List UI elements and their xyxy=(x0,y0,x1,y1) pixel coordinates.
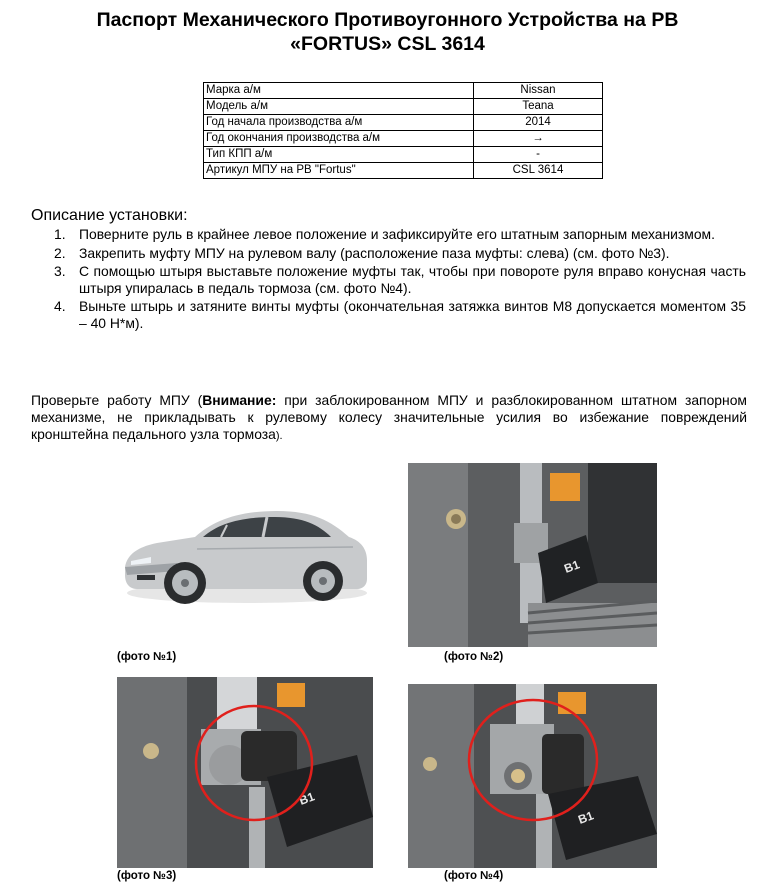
installation-heading: Описание установки: xyxy=(31,207,188,224)
check-text-post: при заблокированном МПУ и разблокированном штатном запорном механизме, не прикладывать к рулевому колесу значительные усилия во избежание повреждений кронштейна педального узла тормоза xyxy=(31,392,747,442)
warning-label: Внимание: xyxy=(202,392,277,408)
part-label-b1: B1 xyxy=(562,557,582,576)
photo-3-caption: (фото №3) xyxy=(117,870,177,882)
list-item xyxy=(54,263,746,296)
spec-label: Год окончания производства а/м xyxy=(204,131,474,147)
title-line-1: Паспорт Механического Противоугонного Устройства на РВ xyxy=(96,9,679,31)
spec-label: Год начала производства а/м xyxy=(204,115,474,131)
list-item xyxy=(54,245,746,262)
check-text-end: ). xyxy=(275,430,283,442)
table-row xyxy=(204,147,603,163)
photo-1-caption: (фото №1) xyxy=(117,651,177,663)
step-number: 4. xyxy=(54,298,66,314)
step-text: Выньте штырь и затяните винты муфты (окончательная затяжка винтов М8 допускается моментом 35 – 40 Н*м). xyxy=(79,298,746,331)
step-number: 2. xyxy=(54,244,66,261)
shaft-image xyxy=(408,463,657,647)
part-label-b1: B1 xyxy=(297,789,317,808)
spec-table xyxy=(203,82,603,179)
step-number: 3. xyxy=(54,263,66,279)
spec-label: Артикул МПУ на РВ "Fortus" xyxy=(204,163,474,179)
spec-value: 2014 xyxy=(474,115,603,131)
photo-3-clamp xyxy=(117,677,373,868)
spec-value: CSL 3614 xyxy=(474,163,603,179)
photo-2-caption: (фото №2) xyxy=(444,651,504,663)
table-row xyxy=(204,115,603,131)
step-text: Закрепить муфту МПУ на рулевом валу (расположение паза муфты: слева) (см. фото №3). xyxy=(79,244,670,261)
photo-4-caption: (фото №4) xyxy=(444,870,504,882)
table-row xyxy=(204,99,603,115)
title-line-2: «FORTUS» CSL 3614 xyxy=(290,33,485,55)
check-text-pre: Проверьте работу МПУ ( xyxy=(31,392,203,408)
spec-label: Тип КПП а/м xyxy=(204,147,474,163)
step-text: С помощью штыря выставьте положение муфты так, чтобы при повороте руля вправо конусная часть штыря упиралась в педаль тормоза (см. фото №4). xyxy=(79,263,746,296)
check-paragraph xyxy=(31,392,747,445)
page-title xyxy=(0,8,775,56)
table-row xyxy=(204,131,603,147)
table-row xyxy=(204,83,603,99)
list-item xyxy=(54,226,746,243)
photo-4-pin xyxy=(408,684,657,868)
table-row xyxy=(204,163,603,179)
step-text: Поверните руль в крайнее левое положение и зафиксируйте его штатным запорным механизмом. xyxy=(79,226,715,242)
clamp-image xyxy=(117,677,373,868)
list-item xyxy=(54,298,746,331)
spec-label: Модель а/м xyxy=(204,99,474,115)
car-image xyxy=(117,475,373,642)
photo-1-car xyxy=(117,475,373,642)
spec-value: - xyxy=(474,147,603,163)
installation-steps xyxy=(54,226,746,333)
step-number: 1. xyxy=(54,226,66,242)
spec-value: Nissan xyxy=(474,83,603,99)
spec-value: → xyxy=(474,131,603,147)
spec-label: Марка а/м xyxy=(204,83,474,99)
pin-image xyxy=(408,684,657,868)
part-label-b1: B1 xyxy=(576,808,596,827)
spec-value: Teana xyxy=(474,99,603,115)
photo-2-shaft xyxy=(408,463,657,647)
